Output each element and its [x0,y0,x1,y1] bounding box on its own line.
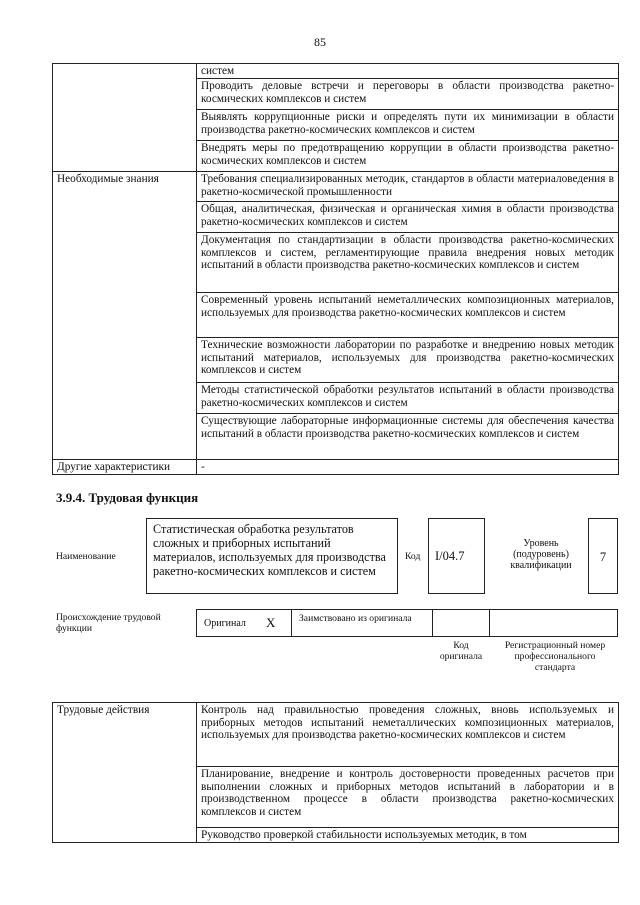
row-label-actions: Трудовые действия [53,703,197,843]
code-label: Код [405,551,421,562]
table-cell: Выявлять коррупционные риски и определять пути их минимизации в области производства ракетно-космических комплексов и систем [197,110,619,141]
table-cell: Современный уровень испытаний неметаллических композиционных материалов, используемых для производства ракетно-космических комплексов и систем [197,293,619,338]
level-label: Уровень (подуровень) квалификации [510,538,572,571]
table-cell: Технические возможности лаборатории по разработке и внедрению новых методик испытаний материалов, используемых для производства ракетно-космических комплексов и систем [197,338,619,383]
row-label-other: Другие характеристики [53,460,197,475]
knowledge-table [52,63,619,475]
origin-borrowed-cell [291,609,433,637]
table-cell: систем [197,64,619,79]
table-cell: Руководство проверкой стабильности используемых методик, в том [197,828,619,843]
table-cell: Требования специализированных методик, стандартов в области материаловедения в ракетно-космической промышленности [197,172,619,202]
original-label: Оригинал [204,618,246,629]
code-box [428,518,485,594]
code-value: I/04.7 [435,549,465,563]
origin-reg-cell [489,609,618,637]
code-caption: Код оригинала [439,640,483,662]
reg-caption: Регистрационный номер профессионального стандарта [504,640,606,673]
origin-label: Происхождение трудовой функции [56,612,161,634]
table-cell: - [197,460,619,475]
table-cell: Контроль над правильностью проведения сложных, вновь используемых и приборных методов испытаний неметаллических композиционных материалов, используемых для производства ракетно-космических комплексов и систем [197,703,619,767]
table-cell: Методы статистической обработки результатов испытаний в области производства ракетно-космических комплексов и систем [197,383,619,414]
origin-original-cell [196,609,292,637]
table-cell: Общая, аналитическая, физическая и органическая химия в области производства ракетно-космических комплексов и систем [197,202,619,233]
name-label: Наименование [56,551,116,562]
origin-code-cell [432,609,490,637]
actions-table [52,702,619,843]
borrowed-label: Заимствовано из оригинала [299,613,412,624]
empty-label-cell [53,64,197,172]
table-cell: Внедрять меры по предотвращению коррупции в области производства ракетно-космических комплексов и систем [197,141,619,172]
function-name: Статистическая обработка результатов сложных и приборных испытаний материалов, используемых для производства ракетно-космических комплексов и систем [146,518,398,594]
page-number: 85 [314,35,326,49]
row-label-knowledge: Необходимые знания [53,172,197,460]
table-cell: Планирование, внедрение и контроль достоверности проведенных расчетов при выполнении сложных и приборных методов испытаний в лаборатории и в производственном процессе в области производства ракетно-космических комплексов и систем [197,767,619,828]
original-mark: X [266,615,276,630]
table-cell: Проводить деловые встречи и переговоры в области производства ракетно-космических комплексов и систем [197,79,619,110]
level-value: 7 [599,550,607,564]
level-box [588,518,618,594]
table-cell: Документация по стандартизации в области производства ракетно-космических комплексов и систем, регламентирующие правила внедрения новых методик испытаний в области производства ракетно-космических комплексов и систем [197,233,619,293]
section-heading: 3.9.4. Трудовая функция [56,490,199,505]
table-cell: Существующие лабораторные информационные системы для обеспечения качества испытаний в области производства ракетно-космических комплексов и систем [197,414,619,460]
